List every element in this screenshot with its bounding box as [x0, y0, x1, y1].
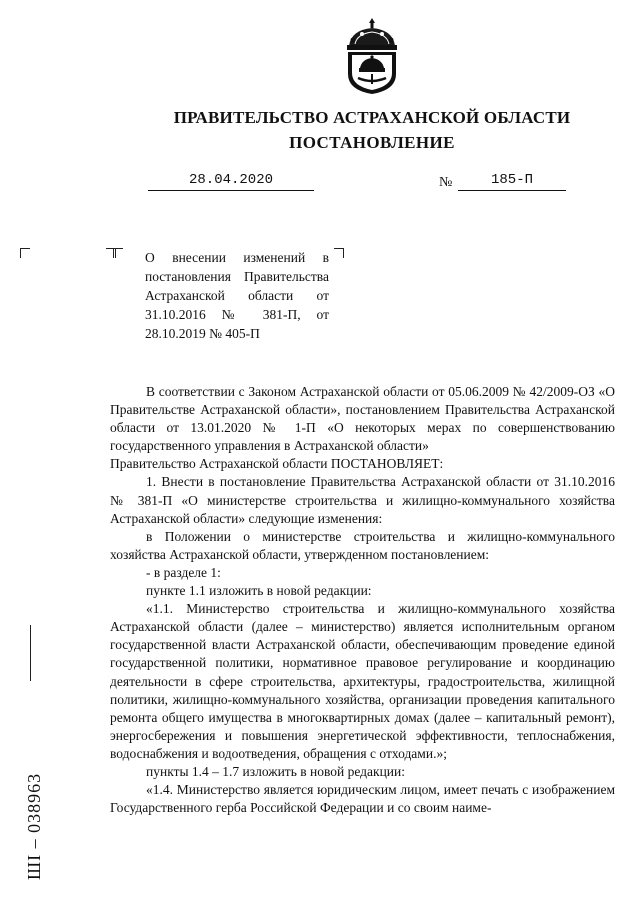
margin-line — [30, 625, 31, 681]
paragraph-clause-1-1-intro: пункте 1.1 изложить в новой редакции: — [146, 583, 372, 599]
paragraph-decree: Правительство Астраханской области ПОСТАНОВЛЯЕТ: — [110, 456, 444, 472]
coat-of-arms-icon — [341, 16, 403, 96]
paragraph-basis: В соответствии с Законом Астраханской области от 05.06.2009 № 42/2009-ОЗ «О Правительстве Астраханской области», постановлением Правительства Астраханской области от 13.01.2020 № 1-П «О некоторых мерах по совершенствованию государственного управления в Астраханской области» — [110, 384, 615, 454]
document-number: 185-П — [458, 172, 566, 191]
document-type: ПОСТАНОВЛЕНИЕ — [289, 133, 455, 152]
paragraph-clause-1-4: «1.4. Министерство является юридическим лицом, имеет печать с изображением Государственного герба Российской Федерации и со своим наиме- — [110, 782, 615, 816]
document-date: 28.04.2020 — [148, 172, 314, 191]
paragraph-section-1: - в разделе 1: — [146, 564, 221, 580]
number-sign: № — [439, 175, 453, 190]
margin-serial-number: ШI – 038963 — [24, 772, 44, 880]
corner-mark-right-icon — [334, 248, 344, 258]
paragraph-clauses-1-4-1-7-intro: пункты 1.4 – 1.7 изложить в новой редакции: — [146, 763, 406, 779]
corner-mark-mid-left-icon — [113, 248, 123, 258]
paragraph-clause-1-1: «1.1. Министерство строительства и жилищно-коммунального хозяйства Астраханской области (далее – министерство) является исполнительным органом государственной власти Астраханской области, обеспечивающим проведение единой государственной политики, нормативное правовое регулирование и координацию деятельности в сфере строительства, архитектуры, градостроительства, жилищной политики, жилищно-коммунального хозяйства, организации проведения капитального ремонта общего имущества в многоквартирных домах (далее – капитальный ремонт), энергосбережения и повышения энергетической эффективности, теплоснабжения, водоснабжения и водоотведения, обращения с отходами.»; — [110, 601, 615, 761]
document-subject: О внесении изменений в постановления Правительства Астраханской области от 31.10.2016 № 381-П, от 28.10.2019 № 405-П — [145, 250, 329, 341]
paragraph-regulation: в Положении о министерстве строительства и жилищно-коммунального хозяйства Астраханской области, утвержденном постановлением: — [110, 528, 615, 562]
document-body — [110, 383, 615, 817]
paragraph-item-1: 1. Внести в постановление Правительства Астраханской области от 31.10.2016 № 381-П «О министерстве строительства и жилищно-коммунального хозяйства Астраханской области» следующие изменения: — [110, 474, 615, 526]
organization-title: ПРАВИТЕЛЬСТВО АСТРАХАНСКОЙ ОБЛАСТИ — [173, 108, 571, 127]
corner-mark-left-icon — [20, 248, 30, 258]
